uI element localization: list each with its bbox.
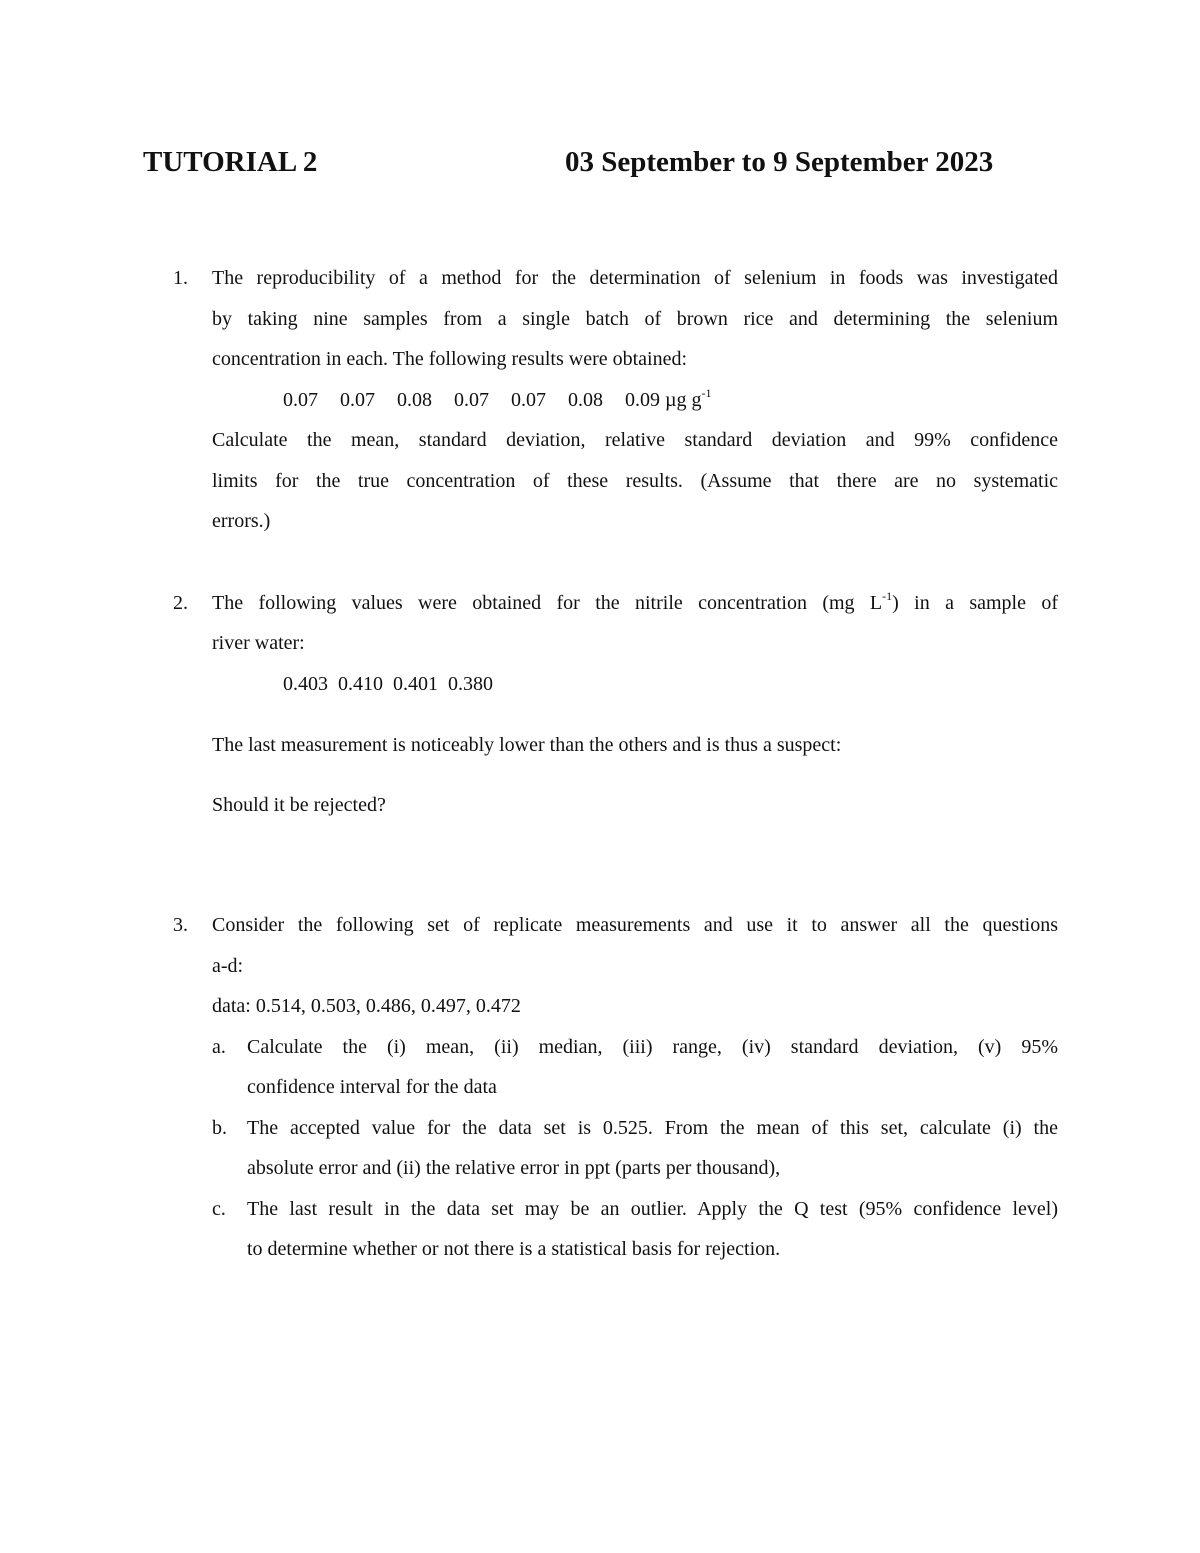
page-title: TUTORIAL 2 (143, 146, 318, 178)
sub-question-a-line-2: confidence interval for the data (247, 1076, 497, 1098)
value: 0.07 (511, 389, 546, 411)
sub-question-a-line-1: Calculate the (i) mean, (ii) median, (iii) range, (iv) standard deviation, (v) 95% (247, 1036, 1058, 1058)
question-2-number: 2. (173, 592, 188, 614)
value: 0.09 (625, 389, 660, 411)
question-1-line-6: limits for the true concentration of these results. (Assume that there are no systematic (212, 470, 1058, 492)
sub-question-b-line-2: absolute error and (ii) the relative error in ppt (parts per thousand), (247, 1157, 781, 1179)
question-2-line-5: Should it be rejected? (212, 794, 386, 816)
question-1-line-5: Calculate the mean, standard deviation, relative standard deviation and 99% confidence (212, 429, 1058, 451)
date-range: 03 September to 9 September 2023 (565, 146, 994, 178)
question-1-line-2: by taking nine samples from a single batch of brown rice and determining the selenium (212, 308, 1058, 330)
value: 0.07 (283, 389, 318, 411)
question-1-values (283, 386, 712, 414)
unit: µg $g^{-1}$ (665, 386, 712, 411)
question-3-line-2: a-d: (212, 955, 244, 977)
question-2-values (283, 670, 503, 698)
sub-question-c-line-1: The last result in the data set may be an outlier. Apply the Q test (95% confidence level) (247, 1198, 1058, 1220)
question-1-line-7: errors.) (212, 510, 271, 532)
question-3-line-1: Consider the following set of replicate measurements and use it to answer all the questions (212, 914, 1058, 936)
value: 0.380 (448, 673, 493, 695)
question-1-number: 1. (173, 267, 188, 289)
question-1-line-1: The reproducibility of a method for the determination of selenium in foods was investigated (212, 267, 1058, 289)
value: 0.07 (340, 389, 375, 411)
question-2-line-1: The following values were obtained for the nitrile concentration (mg $L^{-1}$) in a sample of (212, 589, 1058, 614)
value: 0.08 (397, 389, 432, 411)
question-3-data: data: 0.514, 0.503, 0.486, 0.497, 0.472 (212, 995, 521, 1017)
value: 0.401 (393, 673, 438, 695)
sub-question-b-line-1: The accepted value for the data set is 0.525. From the mean of this set, calculate (i) the (247, 1117, 1058, 1139)
sub-question-b-label: b. (212, 1117, 227, 1139)
value: 0.07 (454, 389, 489, 411)
question-2-line-2: river water: (212, 632, 305, 654)
value: 0.410 (338, 673, 383, 695)
question-1-line-3: concentration in each. The following results were obtained: (212, 348, 688, 370)
unit-exponent: -1 (701, 386, 712, 400)
sub-question-c-label: c. (212, 1198, 226, 1220)
question-2-line-4: The last measurement is noticeably lower than the others and is thus a suspect: (212, 734, 842, 756)
value: 0.403 (283, 673, 328, 695)
sub-question-c-line-2: to determine whether or not there is a statistical basis for rejection. (247, 1238, 781, 1260)
value: 0.08 (568, 389, 603, 411)
question-3-number: 3. (173, 914, 188, 936)
sub-question-a-label: a. (212, 1036, 226, 1058)
